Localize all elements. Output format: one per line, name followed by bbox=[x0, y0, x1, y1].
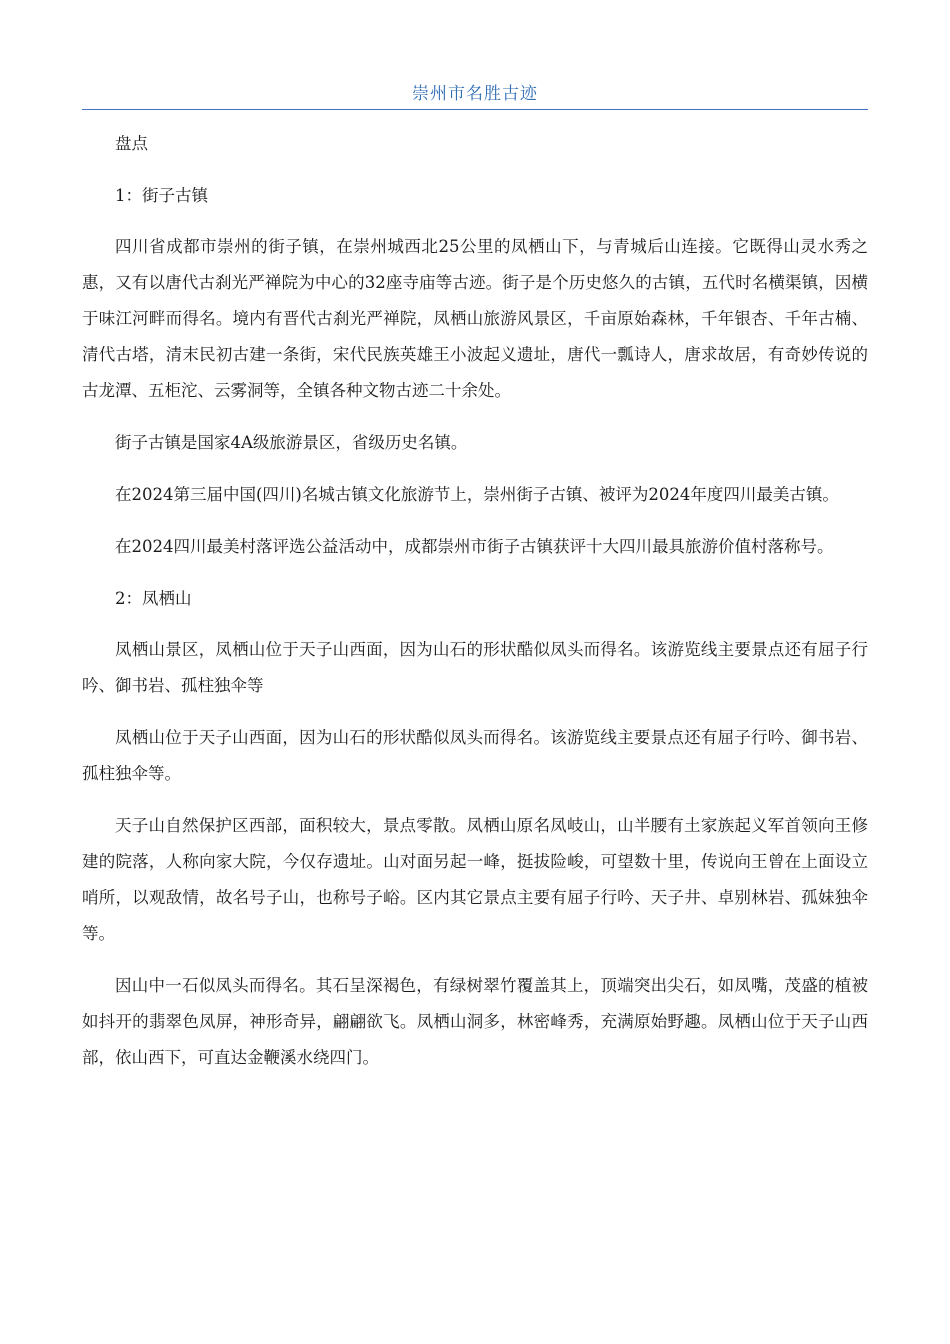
paragraph-jiezi-award-town: 在2024第三届中国(四川)名城古镇文化旅游节上，崇州街子古镇、被评为2024年度四川最美古镇。 bbox=[115, 485, 839, 504]
document-body bbox=[82, 126, 868, 1092]
paragraph-jiezi-intro: 四川省成都市崇州的街子镇，在崇州城西北25公里的凤栖山下，与青城后山连接。它既得山灵水秀之惠，又有以唐代古刹光严禅院为中心的32座寺庙等古迹。街子是个历史悠久的古镇，五代时名横渠镇，因横于味江河畔而得名。境内有晋代古刹光严禅院，凤栖山旅游风景区，千亩原始森林，千年银杏、千年古楠、清代古塔，清末民初古建一条街，宋代民族英雄王小波起义遗址，唐代一瓢诗人，唐求故居，有奇妙传说的古龙潭、五柜沱、云雾洞等，全镇各种文物古迹二十余处。 bbox=[82, 237, 868, 400]
paragraph-tianzi-reserve: 天子山自然保护区西部，面积较大，景点零散。凤栖山原名凤岐山，山半腰有土家族起义军首领向王修建的院落，人称向家大院，今仅存遗址。山对面另起一峰，挺拔险峻，可望数十里，传说向王曾在上面设立哨所，以观敌情，故名号子山，也称号子峪。区内其它景点主要有屈子行吟、天子井、卓别林岩、孤妹独伞等。 bbox=[82, 816, 868, 943]
paragraph-jiezi-award-village: 在2024四川最美村落评选公益活动中，成都崇州市街子古镇获评十大四川最具旅游价值村落称号。 bbox=[115, 537, 834, 556]
paragraph-fengqi-origin: 因山中一石似凤头而得名。其石呈深褐色，有绿树翠竹覆盖其上，顶端突出尖石，如凤嘴，茂盛的植被如抖开的翡翠色凤屏，神形奇异，翩翩欲飞。凤栖山洞多，林密峰秀，充满原始野趣。凤栖山位于天子山西部，依山西下，可直达金鞭溪水绕四门。 bbox=[82, 976, 868, 1067]
paragraph-fengqi-location: 凤栖山位于天子山西面，因为山石的形状酷似凤头而得名。该游览线主要景点还有屈子行吟、御书岩、孤柱独伞等。 bbox=[82, 728, 868, 783]
section-heading-1: 1：街子古镇 bbox=[115, 186, 208, 205]
header-title: 崇州市名胜古迹 bbox=[412, 84, 538, 104]
paragraph-jiezi-rating: 街子古镇是国家4A级旅游景区，省级历史名镇。 bbox=[115, 433, 468, 452]
paragraph-fengqi-area: 凤栖山景区，凤栖山位于天子山西面，因为山石的形状酷似凤头而得名。该游览线主要景点还有屈子行吟、御书岩、孤柱独伞等 bbox=[82, 640, 868, 695]
section-heading-2: 2：凤栖山 bbox=[115, 589, 192, 608]
intro-label: 盘点 bbox=[115, 134, 148, 153]
page-header bbox=[82, 82, 868, 110]
